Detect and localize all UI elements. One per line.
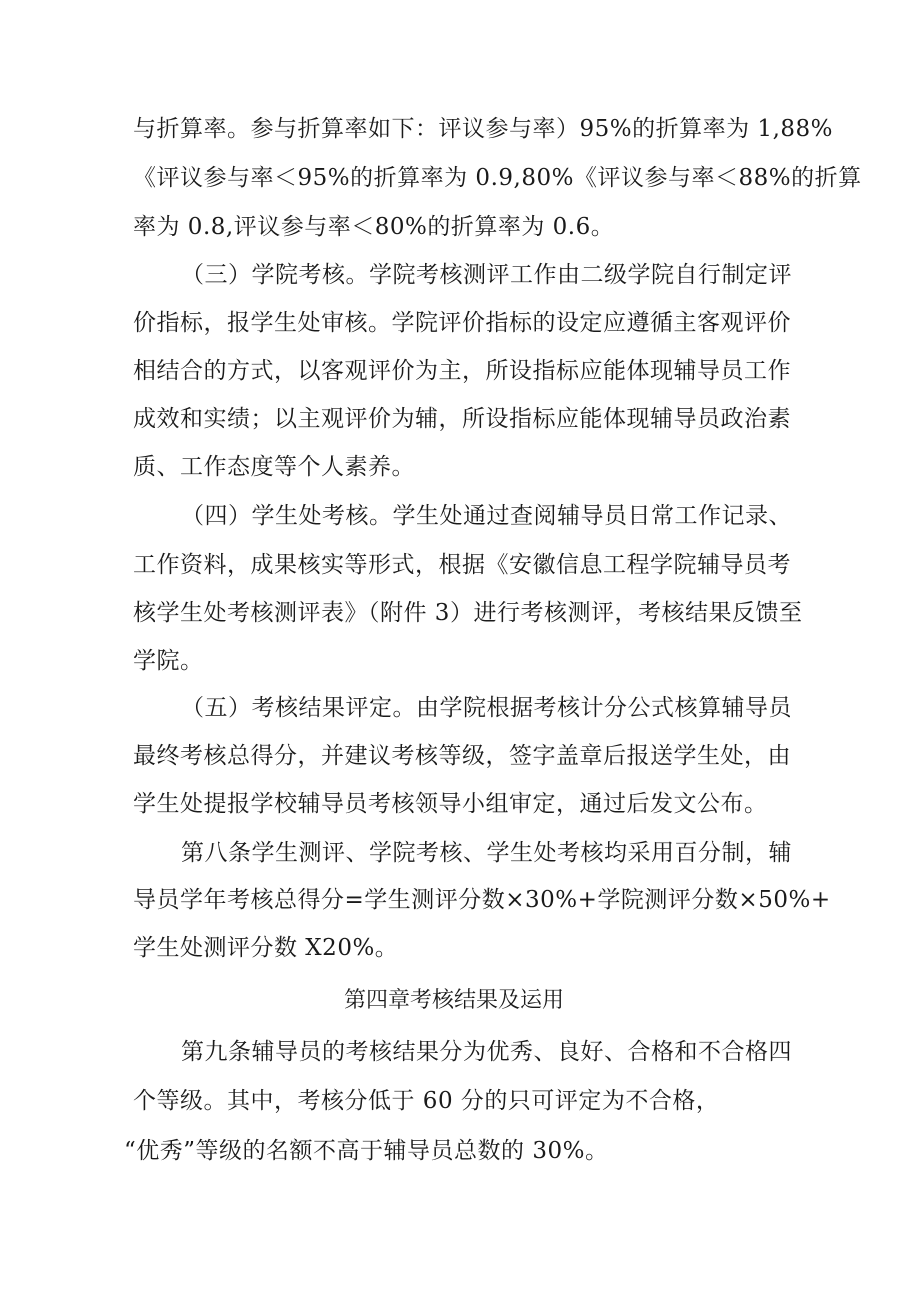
paragraph-line: 学生处提报学校辅导员考核领导小组审定，通过后发文公布。 (133, 791, 768, 817)
paragraph-line: “优秀”等级的名额不高于辅导员总数的 30%。 (124, 1138, 609, 1164)
paragraph-line: 核学生处考核测评表》（附件 3）进行考核测评，考核结果反馈至 (133, 600, 803, 626)
paragraph-line: 相结合的方式，以客观评价为主，所设指标应能体现辅导员工作 (133, 358, 791, 384)
paragraph-line: 工作资料，成果核实等形式，根据《安徽信息工程学院辅导员考 (133, 552, 791, 578)
paragraph-line: 个等级。其中，考核分低于 60 分的只可评定为不合格， (133, 1088, 720, 1114)
paragraph-line: （四）学生处考核。学生处通过查阅辅导员日常工作记录、 (181, 503, 792, 529)
paragraph-line: 与折算率。参与折算率如下：评议参与率）95%的折算率为 1,88% (133, 116, 833, 142)
paragraph-line: 学院。 (133, 648, 204, 674)
paragraph-line: 第九条辅导员的考核结果分为优秀、良好、合格和不合格四 (181, 1039, 792, 1065)
paragraph-line: 成效和实绩；以主观评价为辅，所设指标应能体现辅导员政治素 (133, 406, 791, 432)
paragraph-line: 价指标，报学生处审核。学院评价指标的设定应遵循主客观评价 (133, 310, 791, 336)
chapter-heading: 第四章考核结果及运用 (344, 988, 565, 1013)
paragraph-line: 学生处测评分数 X20%。 (133, 935, 399, 961)
paragraph-line: 最终考核总得分，并建议考核等级，签字盖章后报送学生处，由 (133, 743, 791, 769)
paragraph-line: （三）学院考核。学院考核测评工作由二级学院自行制定评 (181, 262, 792, 288)
paragraph-line: 第八条学生测评、学院考核、学生处考核均采用百分制，辅 (181, 840, 792, 866)
paragraph-line: （五）考核结果评定。由学院根据考核计分公式核算辅导员 (181, 695, 792, 721)
paragraph-line: 质、工作态度等个人素养。 (133, 454, 415, 480)
paragraph-line: 率为 0.8,评议参与率＜80%的折算率为 0.6。 (133, 214, 615, 240)
paragraph-line: 导员学年考核总得分=学生测评分数×30%+学院测评分数×50%+ (133, 887, 831, 913)
paragraph-line: 《评议参与率＜95%的折算率为 0.9,80%《评议参与率＜88%的折算 (133, 165, 862, 191)
